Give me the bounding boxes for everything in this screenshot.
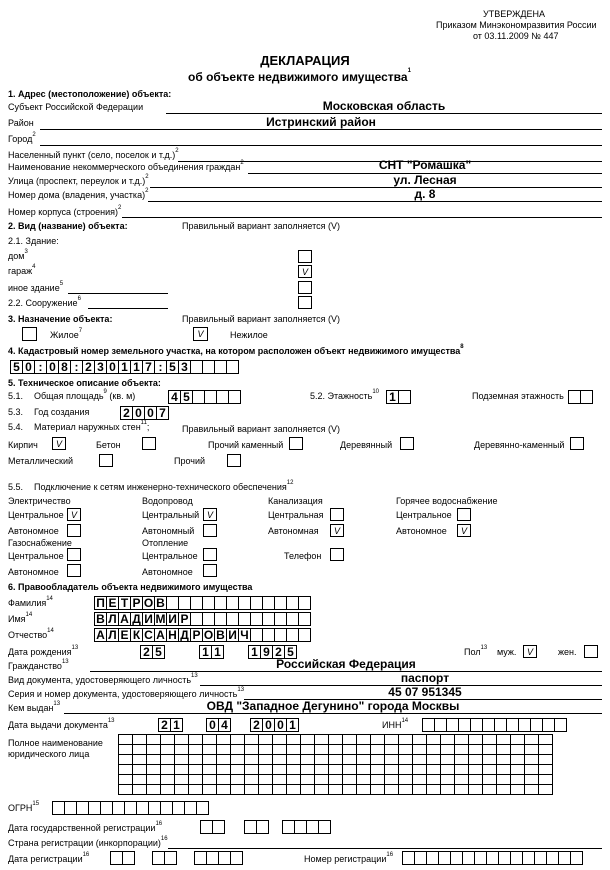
issue-day-cells[interactable] (158, 718, 182, 732)
section-3-note: Правильный вариант заполняется (V) (182, 314, 341, 324)
page-title: ДЕКЛАРАЦИЯ (260, 53, 350, 68)
grid-cell[interactable] (370, 784, 385, 795)
city-line[interactable] (40, 145, 602, 146)
district-label: Район (8, 118, 34, 128)
char-cell[interactable]: : (70, 360, 83, 374)
floors-label: 5.2. Этажность$^{10}$ (310, 389, 380, 401)
state-reg-day-cells[interactable] (200, 820, 224, 834)
char-cell[interactable] (298, 596, 311, 610)
char-cell[interactable]: 1 (199, 645, 212, 659)
subject-line (166, 113, 602, 114)
char-cell[interactable]: О (203, 628, 214, 642)
building-type-label: 2.1. Здание: (8, 236, 59, 246)
char-cell[interactable] (580, 390, 593, 404)
char-cell[interactable] (230, 851, 243, 865)
hot-water-central-checkbox[interactable] (457, 508, 471, 521)
grid-cell[interactable] (202, 784, 217, 795)
floors-cells[interactable] (386, 390, 410, 404)
walls-note: Правильный вариант заполняется (V) (182, 424, 341, 434)
citizenship-label: Гражданство$^{13}$ (8, 659, 69, 671)
page-subtitle: об объекте недвижимого имущества$^1$ (188, 68, 411, 84)
issued-value[interactable]: ОВД "Западное Дегунино" города Москвы (206, 699, 460, 713)
char-cell[interactable]: 0 (144, 406, 157, 420)
grid-cell[interactable] (244, 784, 259, 795)
char-cell[interactable]: 0 (206, 718, 219, 732)
phone-label: Телефон (284, 551, 322, 561)
char-cell[interactable] (164, 851, 177, 865)
country-line[interactable] (168, 848, 602, 849)
grid-cell[interactable] (510, 784, 525, 795)
heating-central-label: Центральное (142, 551, 198, 561)
char-cell[interactable]: Д (178, 628, 191, 642)
grid-cell[interactable] (132, 784, 147, 795)
char-cell[interactable]: 9 (260, 645, 273, 659)
hot-water-autonomous-checkbox[interactable]: V (457, 524, 471, 537)
grid-cell[interactable] (398, 784, 413, 795)
char-cell[interactable]: 5 (180, 390, 193, 404)
char-cell[interactable]: 0 (22, 360, 35, 374)
cadastral-number-cells[interactable] (10, 360, 238, 374)
char-cell[interactable] (398, 390, 411, 404)
char-cell[interactable]: 2 (250, 718, 263, 732)
state-reg-year-cells[interactable] (282, 820, 330, 834)
char-cell[interactable]: Р (130, 596, 143, 610)
issue-month-cells[interactable] (206, 718, 230, 732)
char-cell[interactable]: К (130, 628, 143, 642)
char-cell[interactable]: С (142, 628, 155, 642)
char-cell[interactable]: 4 (218, 718, 231, 732)
electricity-autonomous-checkbox[interactable] (67, 524, 81, 537)
char-cell[interactable]: : (34, 360, 47, 374)
char-cell[interactable]: В (214, 628, 227, 642)
hot-water-autonomous-label: Автономное (396, 526, 447, 536)
grid-cell[interactable] (468, 784, 483, 795)
char-cell[interactable]: 0 (262, 718, 275, 732)
char-cell[interactable]: М (155, 612, 166, 626)
ogrn-cells[interactable] (52, 801, 208, 815)
char-cell[interactable]: 0 (132, 406, 145, 420)
female-label: жен. (558, 647, 577, 657)
char-cell[interactable]: 2 (272, 645, 285, 659)
assoc-value[interactable]: СНТ "Ромашка" (378, 158, 472, 172)
section-4-heading: 4. Кадастровый номер земельного участка, на котором расположен объект недвижимого имущества$^8$ (8, 344, 464, 356)
building-line[interactable] (122, 217, 602, 218)
char-cell[interactable]: 7 (142, 360, 155, 374)
other-stone-label: Прочий каменный (208, 440, 284, 450)
house-label: Номер дома (владения, участка)$^2$ (8, 188, 149, 200)
other-stone-checkbox[interactable] (289, 437, 303, 450)
utilities-label: Подключение к сетям инженерно-технического обеспечения$^{12}$ (34, 480, 294, 492)
char-cell[interactable]: 2 (82, 360, 95, 374)
char-cell[interactable]: 5 (166, 360, 179, 374)
heating-autonomous-checkbox[interactable] (203, 564, 217, 577)
section-2-heading: 2. Вид (название) объекта: (8, 221, 128, 231)
house-checkbox[interactable] (298, 250, 312, 263)
heating-central-checkbox[interactable] (203, 548, 217, 561)
wooden-checkbox[interactable] (400, 437, 414, 450)
doctype-label: Вид документа, удостоверяющего личность$^{13}$ (8, 673, 198, 685)
char-cell[interactable]: 1 (286, 718, 299, 732)
section-5-heading: 5. Техническое описание объекта: (8, 378, 161, 388)
char-cell[interactable]: Л (106, 628, 119, 642)
section-1-heading: 1. Адрес (местоположение) объекта: (8, 89, 172, 99)
walls-label: Материал наружных стен$^{11}$; (34, 420, 150, 432)
other-walls-checkbox[interactable] (227, 454, 241, 467)
char-cell[interactable]: А (154, 628, 167, 642)
char-cell[interactable]: 8 (58, 360, 71, 374)
surname-label: Фамилия$^{14}$ (8, 596, 53, 608)
char-cell[interactable] (226, 360, 239, 374)
metal-label: Металлический (8, 456, 74, 466)
char-cell[interactable]: 1 (130, 360, 143, 374)
char-cell[interactable]: А (118, 612, 131, 626)
gas-central-label: Центральное (8, 551, 64, 561)
issued-label: Кем выдан$^{13}$ (8, 701, 61, 713)
order-line-2: от 03.11.2009 № 447 (473, 31, 559, 41)
other-building-checkbox[interactable] (298, 281, 312, 294)
water-autonomous-label: Автономный (142, 526, 195, 536)
char-cell[interactable]: Н (166, 628, 179, 642)
char-cell[interactable]: О (143, 596, 154, 610)
house-option-label: дом$^3$ (8, 249, 28, 261)
char-cell[interactable]: В (154, 596, 167, 610)
section-2-note: Правильный вариант заполняется (V) (182, 221, 341, 231)
char-cell[interactable]: : (154, 360, 167, 374)
char-cell[interactable]: 5 (284, 645, 297, 659)
underground-cells[interactable] (568, 390, 592, 404)
sewer-autonomous-checkbox[interactable]: V (330, 524, 344, 537)
brick-label: Кирпич (8, 440, 38, 450)
residential-checkbox[interactable] (22, 327, 37, 341)
grid-cell[interactable] (342, 784, 357, 795)
issue-date-label: Дата выдачи документа$^{13}$ (8, 718, 115, 730)
char-cell[interactable]: 3 (178, 360, 191, 374)
citizenship-value[interactable]: Российская Федерация (276, 657, 416, 671)
district-value[interactable]: Истринский район (266, 115, 376, 129)
concrete-label: Бетон (96, 440, 121, 450)
nonresidential-label: Нежилое (230, 330, 268, 340)
garage-checkbox[interactable]: V (298, 265, 312, 278)
street-label: Улица (проспект, переулок и т.д.)$^2$ (8, 174, 149, 186)
char-cell[interactable]: Д (130, 612, 143, 626)
grid-cell[interactable] (230, 784, 245, 795)
char-cell[interactable]: 1 (170, 718, 183, 732)
gas-label: Газоснабжение (8, 538, 72, 548)
char-cell[interactable]: 5 (152, 645, 165, 659)
underground-label: Подземная этажность (472, 391, 564, 401)
state-reg-label: Дата государственной регистрации$^{16}$ (8, 821, 163, 833)
char-cell[interactable]: 2 (140, 645, 153, 659)
other-building-label: иное здание$^5$ (8, 281, 64, 293)
grid-cell[interactable] (216, 784, 231, 795)
residential-label: Жилое$^7$ (50, 328, 83, 340)
sewer-central-label: Центральная (268, 510, 324, 520)
char-cell[interactable] (228, 390, 241, 404)
char-cell[interactable]: 2 (158, 718, 171, 732)
char-cell[interactable]: Л (106, 612, 119, 626)
electricity-label: Электричество (8, 496, 71, 506)
concrete-checkbox[interactable] (142, 437, 156, 450)
grid-cell[interactable] (300, 784, 315, 795)
settlement-label: Населенный пункт (село, поселок и т.д.)$^2$ (8, 148, 179, 160)
reg-day-cells[interactable] (110, 851, 134, 865)
water-autonomous-checkbox[interactable] (203, 524, 217, 537)
section-3-heading: 3. Назначение объекта: (8, 314, 113, 324)
brick-checkbox[interactable]: V (52, 437, 66, 450)
electricity-central-label: Центральное (8, 510, 64, 520)
water-central-checkbox[interactable]: V (203, 508, 217, 521)
char-cell[interactable]: Т (118, 596, 131, 610)
char-cell[interactable] (256, 820, 269, 834)
legal-name-label-2: юридического лица (8, 749, 90, 759)
char-cell[interactable]: 4 (168, 390, 181, 404)
grid-cell[interactable] (328, 784, 343, 795)
wooden-label: Деревянный (340, 440, 393, 450)
reg-date-label: Дата регистрации$^{16}$ (8, 852, 90, 864)
sewer-central-checkbox[interactable] (330, 508, 344, 521)
sewer-label: Канализация (268, 496, 323, 506)
char-cell[interactable]: 0 (274, 718, 287, 732)
other-walls-label: Прочий (174, 456, 206, 466)
char-cell[interactable] (212, 820, 225, 834)
grid-cell[interactable] (524, 784, 539, 795)
char-cell[interactable]: 0 (106, 360, 119, 374)
grid-cell[interactable] (146, 784, 161, 795)
wood-stone-label: Деревянно-каменный (474, 440, 565, 450)
year-label: Год создания (34, 407, 90, 417)
char-cell[interactable]: 1 (248, 645, 261, 659)
char-cell[interactable]: Р (190, 628, 203, 642)
inn-label: ИНН$^{14}$ (382, 718, 409, 730)
reg-num-cells[interactable] (402, 851, 582, 865)
inn-cells[interactable] (422, 718, 566, 732)
name-label: Имя$^{14}$ (8, 612, 33, 624)
char-cell[interactable]: И (142, 612, 155, 626)
char-cell[interactable]: 2 (120, 406, 133, 420)
grid-cell[interactable] (426, 784, 441, 795)
char-cell[interactable]: П (94, 596, 107, 610)
area-cells[interactable] (168, 390, 240, 404)
gas-autonomous-label: Автономное (8, 567, 59, 577)
reg-year-cells[interactable] (194, 851, 242, 865)
char-cell[interactable] (298, 612, 311, 626)
hot-water-label: Горячее водоснабжение (396, 496, 498, 506)
grid-cell[interactable] (118, 784, 133, 795)
metal-checkbox[interactable] (99, 454, 113, 467)
issued-line (64, 713, 602, 714)
gas-central-checkbox[interactable] (67, 548, 81, 561)
patronymic-cells[interactable] (94, 628, 310, 642)
char-cell[interactable] (570, 851, 583, 865)
char-cell[interactable]: Р (178, 612, 191, 626)
subject-value[interactable]: Московская область (322, 99, 446, 113)
docnum-label: Серия и номер документа, удостоверяющего личность$^{13}$ (8, 687, 245, 699)
approved-label: УТВЕРЖДЕНА (483, 9, 546, 19)
legal-name-grid[interactable] (118, 734, 552, 794)
grid-cell[interactable] (258, 784, 273, 795)
legal-name-label-1: Полное наименование (8, 738, 103, 748)
house-line (148, 201, 602, 202)
phone-checkbox[interactable] (330, 548, 344, 561)
char-cell[interactable] (298, 628, 311, 642)
grid-cell[interactable] (384, 784, 399, 795)
char-cell[interactable]: 0 (46, 360, 59, 374)
char-cell[interactable]: Ч (238, 628, 251, 642)
sewer-autonomous-label: Автономная (268, 526, 319, 536)
district-line (40, 129, 602, 130)
char-cell[interactable] (196, 801, 209, 815)
street-value[interactable]: ул. Лесная (393, 173, 457, 187)
electricity-autonomous-label: Автономное (8, 526, 59, 536)
building-label: Номер корпуса (строения)$^2$ (8, 205, 122, 217)
water-label: Водопровод (142, 496, 193, 506)
grid-cell[interactable] (440, 784, 455, 795)
area-label: Общая площадь$^9$ (кв. м) (34, 389, 136, 401)
char-cell[interactable]: 3 (94, 360, 107, 374)
name-cells[interactable] (94, 612, 310, 626)
patronymic-label: Отчество$^{14}$ (8, 628, 54, 640)
char-cell[interactable]: 7 (156, 406, 169, 420)
grid-cell[interactable] (286, 784, 301, 795)
assoc-label: Наименование некоммерческого объединения граждан$^2$ (8, 160, 244, 172)
walls-num: 5.4. (8, 422, 24, 432)
char-cell[interactable] (122, 851, 135, 865)
gas-autonomous-checkbox[interactable] (67, 564, 81, 577)
year-cells[interactable] (120, 406, 168, 420)
electricity-central-checkbox[interactable]: V (67, 508, 81, 521)
grid-cell[interactable] (188, 784, 203, 795)
male-checkbox[interactable]: V (523, 645, 537, 658)
char-cell[interactable]: 1 (211, 645, 224, 659)
subject-label: Субъект Российской Федерации (8, 102, 144, 112)
heating-label: Отопление (142, 538, 189, 548)
structure-checkbox[interactable] (298, 296, 312, 309)
issue-year-cells[interactable] (250, 718, 298, 732)
order-line-1: Приказом Минэкономразвития России (436, 20, 597, 30)
ogrn-label: ОГРН$^{15}$ (8, 801, 40, 813)
char-cell[interactable]: 1 (386, 390, 399, 404)
char-cell[interactable] (554, 718, 567, 732)
grid-cell[interactable] (160, 784, 175, 795)
grid-cell[interactable] (272, 784, 287, 795)
grid-cell[interactable] (356, 784, 371, 795)
char-cell[interactable]: И (166, 612, 179, 626)
male-label: муж. (497, 647, 517, 657)
water-central-label: Центральный (142, 510, 200, 520)
country-label: Страна регистрации (инкорпорации)$^{16}$ (8, 836, 168, 848)
char-cell[interactable]: 1 (118, 360, 131, 374)
doctype-value[interactable]: паспорт (400, 671, 450, 685)
wood-stone-checkbox[interactable] (570, 437, 584, 450)
dob-label: Дата рождения$^{13}$ (8, 645, 79, 657)
surname-cells[interactable] (94, 596, 310, 610)
grid-cell[interactable] (496, 784, 511, 795)
other-building-line[interactable] (68, 293, 168, 294)
char-cell[interactable]: Е (118, 628, 131, 642)
nonresidential-checkbox[interactable]: V (193, 327, 208, 341)
garage-option-label: гараж$^4$ (8, 264, 36, 276)
docnum-value[interactable]: 45 07 951345 (388, 685, 462, 699)
utilities-num: 5.5. (8, 482, 24, 492)
year-num: 5.3. (8, 407, 24, 417)
grid-cell[interactable] (174, 784, 189, 795)
char-cell[interactable]: В (94, 612, 107, 626)
sex-label: Пол$^{13}$ (464, 645, 488, 657)
area-num: 5.1. (8, 391, 24, 401)
char-cell[interactable] (318, 820, 331, 834)
char-cell[interactable]: 5 (10, 360, 23, 374)
reg-num-label: Номер регистрации$^{16}$ (304, 852, 394, 864)
section-6-heading: 6. Правообладатель объекта недвижимого имущества (8, 582, 253, 592)
grid-cell[interactable] (412, 784, 427, 795)
structure-label: 2.2. Сооружение$^6$ (8, 296, 81, 308)
char-cell[interactable]: И (226, 628, 239, 642)
grid-cell[interactable] (538, 784, 553, 795)
char-cell[interactable]: Е (106, 596, 119, 610)
structure-line[interactable] (88, 308, 168, 309)
char-cell[interactable]: А (94, 628, 107, 642)
city-label: Город$^2$ (8, 132, 36, 144)
grid-cell[interactable] (314, 784, 329, 795)
house-value[interactable]: д. 8 (414, 187, 436, 201)
heating-autonomous-label: Автономное (142, 567, 193, 577)
state-reg-month-cells[interactable] (244, 820, 268, 834)
grid-cell[interactable] (482, 784, 497, 795)
hot-water-central-label: Центральное (396, 510, 452, 520)
reg-month-cells[interactable] (152, 851, 176, 865)
grid-cell[interactable] (454, 784, 469, 795)
